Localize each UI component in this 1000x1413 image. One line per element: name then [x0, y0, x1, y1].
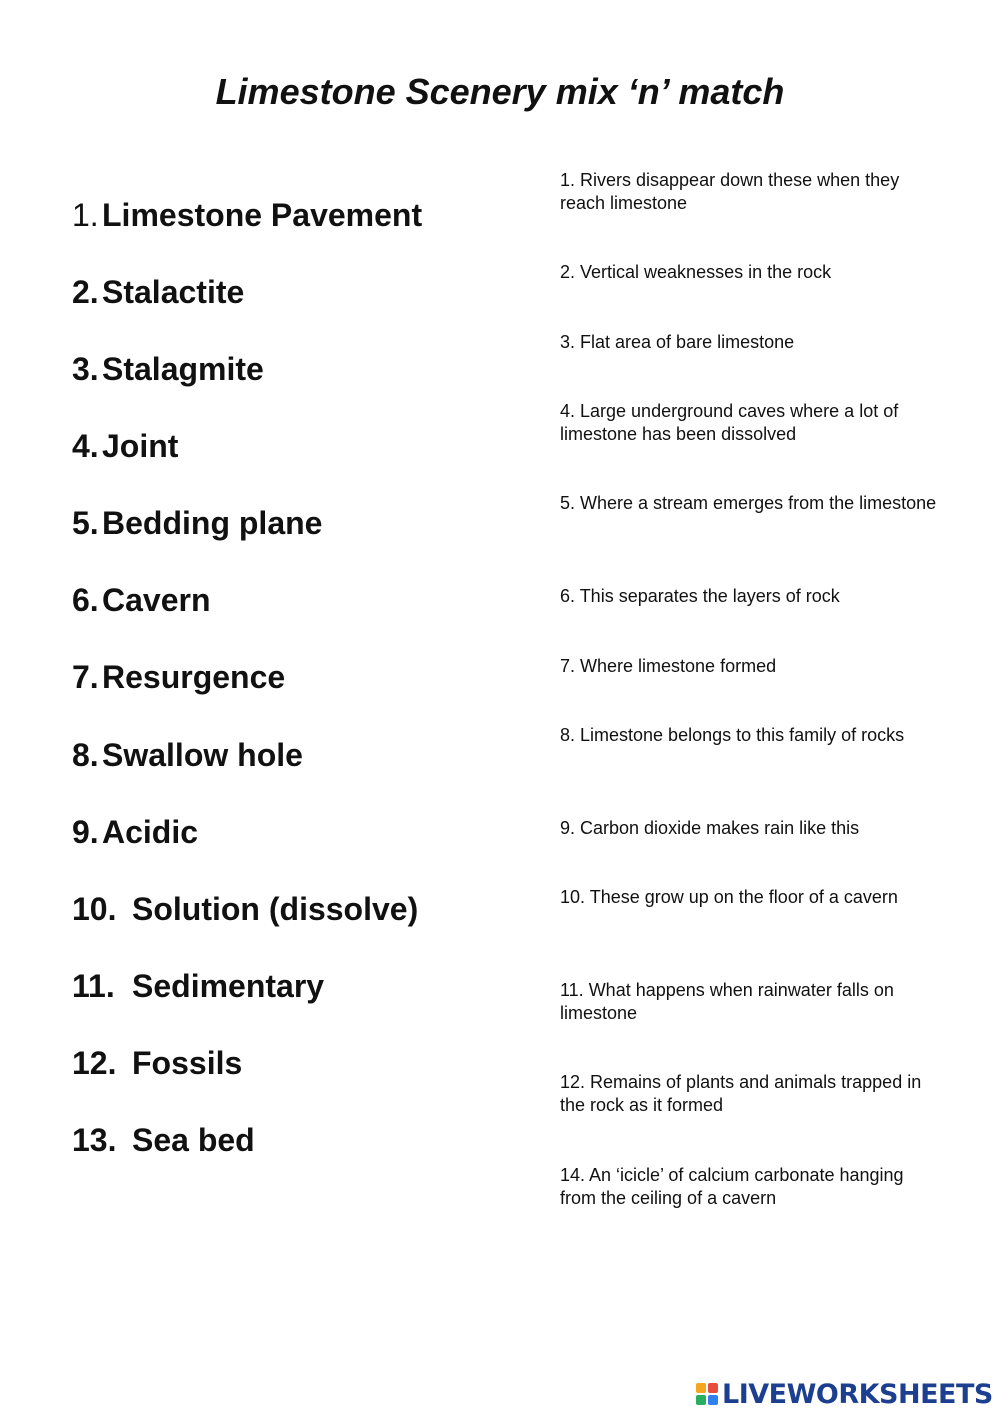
definition-item: 12. Remains of plants and animals trapped in the rock as it formed	[560, 1072, 922, 1115]
logo-square-blue	[708, 1395, 718, 1405]
definition-item: 14. An ‘icicle’ of calcium carbonate hanging from the ceiling of a cavern	[560, 1165, 904, 1208]
definition-item: 6. This separates the layers of rock	[560, 586, 840, 606]
logo-square-green	[696, 1395, 706, 1405]
term-label: Solution (dissolve)	[132, 891, 419, 927]
term-number: 1.	[72, 197, 99, 233]
worksheet-title: Limestone Scenery mix ‘n’ match	[215, 71, 785, 112]
term-label: Cavern	[102, 582, 211, 618]
term-item	[72, 426, 178, 466]
term-number: 6.	[72, 582, 99, 618]
term-label: Limestone Pavement	[102, 197, 423, 233]
term-number: 8.	[72, 737, 99, 773]
term-label: Fossils	[132, 1045, 243, 1081]
term-item	[72, 657, 285, 697]
term-number: 12.	[72, 1045, 117, 1081]
term-number: 11.	[72, 968, 115, 1004]
term-label: Acidic	[102, 814, 199, 850]
definition-item: 5. Where a stream emerges from the limestone	[560, 493, 937, 513]
term-number: 5.	[72, 505, 99, 541]
term-number: 10.	[72, 891, 117, 927]
definition-item: 4. Large underground caves where a lot of limestone has been dissolved	[560, 401, 899, 444]
term-number: 13.	[72, 1122, 117, 1158]
definition-item: 9. Carbon dioxide makes rain like this	[560, 818, 860, 838]
term-item	[72, 812, 198, 852]
term-label: Sea bed	[132, 1122, 255, 1158]
term-number: 2.	[72, 274, 99, 310]
definition-item: 11. What happens when rainwater falls on limestone	[560, 980, 894, 1023]
term-number: 7.	[72, 659, 99, 695]
term-number: 3.	[72, 351, 99, 387]
term-item	[72, 349, 264, 389]
term-label: Resurgence	[102, 659, 286, 695]
term-label: Stalactite	[102, 274, 245, 310]
definition-item: 2. Vertical weaknesses in the rock	[560, 262, 832, 282]
definition-item: 3. Flat area of bare limestone	[560, 332, 795, 352]
term-item	[72, 966, 324, 1006]
term-label: Swallow hole	[102, 737, 303, 773]
logo-square-orange	[696, 1383, 706, 1393]
term-number: 4.	[72, 428, 99, 464]
term-item	[72, 580, 211, 620]
term-item	[72, 735, 303, 775]
definition-item: 10. These grow up on the floor of a cavern	[560, 887, 898, 907]
liveworksheets-logo[interactable]	[696, 1378, 993, 1410]
term-item	[72, 503, 322, 543]
definition-item: 8. Limestone belongs to this family of rocks	[560, 725, 905, 745]
term-label: Sedimentary	[132, 968, 325, 1004]
term-item	[72, 195, 422, 235]
term-item	[72, 1043, 242, 1083]
term-item	[72, 272, 244, 312]
logo-text: LIVEWORKSHEETS	[722, 1378, 993, 1410]
term-label: Bedding plane	[102, 505, 323, 541]
term-label: Stalagmite	[102, 351, 264, 387]
term-item	[72, 889, 418, 929]
term-label: Joint	[102, 428, 179, 464]
definition-item: 7. Where limestone formed	[560, 656, 777, 676]
liveworksheets-logo-icon	[696, 1383, 718, 1405]
term-item	[72, 1120, 255, 1160]
term-number: 9.	[72, 814, 99, 850]
logo-square-red	[708, 1383, 718, 1393]
definition-item: 1. Rivers disappear down these when they reach limestone	[560, 170, 900, 213]
